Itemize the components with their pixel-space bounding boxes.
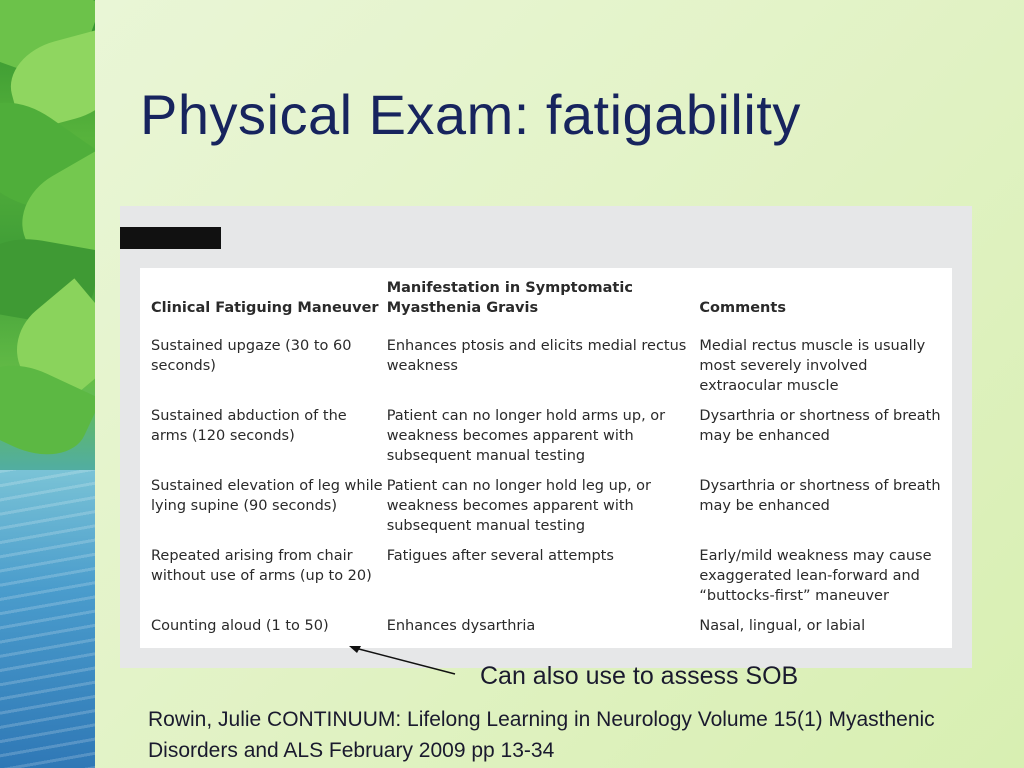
annotation-note: Can also use to assess SOB: [480, 662, 799, 690]
cell-maneuver: Counting aloud (1 to 50): [151, 618, 329, 634]
cell-maneuver: Sustained upgaze (30 to 60 seconds): [151, 338, 352, 374]
cell-comments: Nasal, lingual, or labial: [699, 618, 866, 634]
cell-maneuver: Sustained elevation of leg while lying supine (90 seconds): [151, 478, 383, 514]
header-comments: Comments: [699, 300, 786, 316]
cell-comments: Dysarthria or shortness of breath may be enhanced: [699, 408, 941, 444]
table-row: [151, 476, 952, 546]
fatigability-table: [151, 278, 952, 646]
table-row: [151, 406, 952, 476]
table-panel: [140, 268, 952, 648]
table-header-row: [151, 278, 952, 336]
header-manifestation: Manifestation in Symptomatic Myasthenia Gravis: [386, 280, 633, 316]
slide-title: Physical Exam: fatigability: [140, 83, 801, 146]
table-row: [151, 616, 952, 646]
cell-comments: Dysarthria or shortness of breath may be enhanced: [699, 478, 941, 514]
cell-comments: Medial rectus muscle is usually most severely involved extraocular muscle: [699, 338, 926, 394]
decorative-leaf-strip: [0, 0, 95, 768]
cell-manifestation: Enhances ptosis and elicits medial rectus weakness: [386, 338, 687, 374]
table-figure: [120, 206, 972, 668]
table-row: [151, 336, 952, 406]
citation-text: Rowin, Julie CONTINUUM: Lifelong Learning in Neurology Volume 15(1) Myasthenic Disorders and ALS February 2009 pp 13-34: [148, 708, 935, 762]
cell-manifestation: Fatigues after several attempts: [386, 548, 614, 564]
header-maneuver: Clinical Fatiguing Maneuver: [151, 300, 379, 316]
cell-comments: Early/mild weakness may cause exaggerated lean-forward and “buttocks-first” maneuver: [699, 548, 932, 604]
cell-manifestation: Enhances dysarthria: [386, 618, 536, 634]
cell-manifestation: Patient can no longer hold leg up, or weakness becomes apparent with subsequent manual testing: [386, 478, 652, 534]
arrow-pointer-icon: [345, 642, 460, 678]
water-decoration: [0, 470, 95, 768]
cell-manifestation: Patient can no longer hold arms up, or weakness becomes apparent with subsequent manual testing: [386, 408, 666, 464]
cell-maneuver: Sustained abduction of the arms (120 seconds): [151, 408, 347, 444]
table-label-bar: [120, 227, 221, 249]
cell-maneuver: Repeated arising from chair without use of arms (up to 20): [151, 548, 372, 584]
table-row: [151, 546, 952, 616]
